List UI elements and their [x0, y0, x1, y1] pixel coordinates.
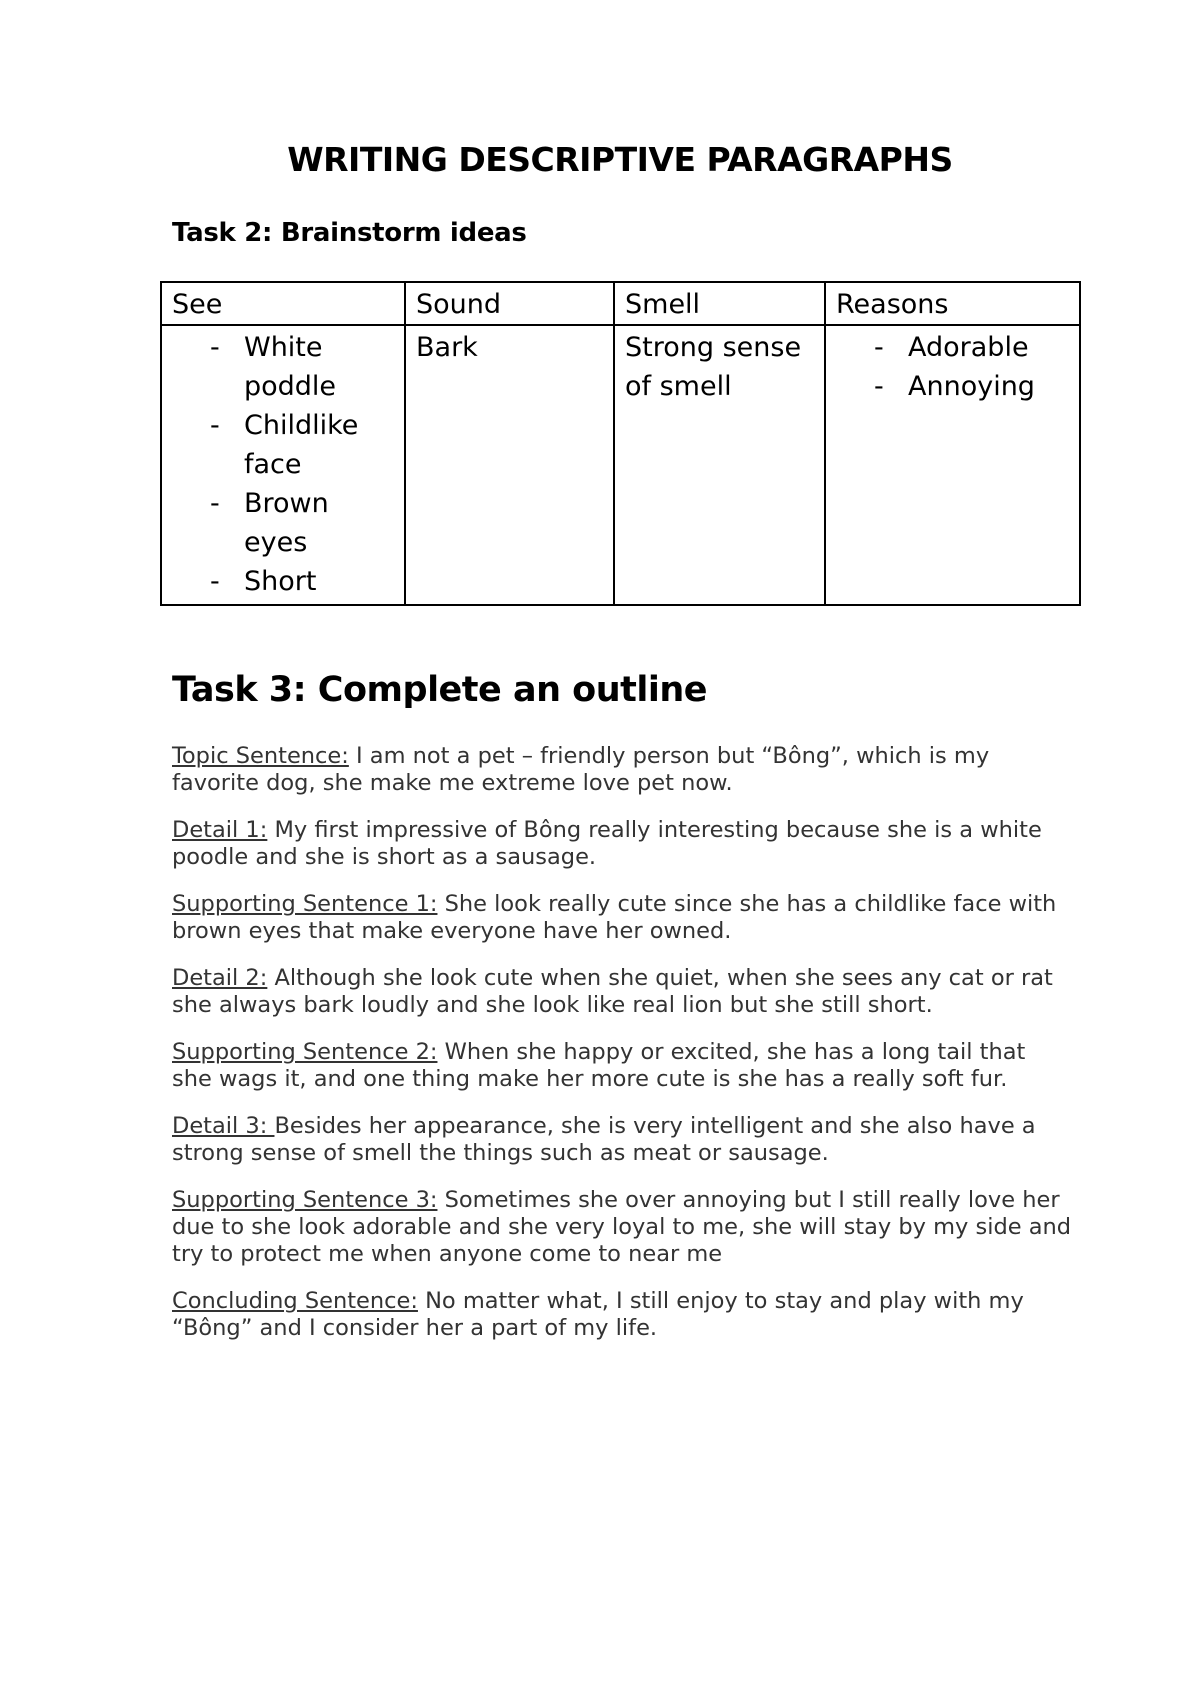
outline-label: Topic Sentence:: [172, 743, 349, 769]
see-list: [172, 328, 394, 601]
outline-label: Concluding Sentence:: [172, 1288, 418, 1314]
sound-cell: Bark: [405, 325, 614, 605]
outline-label: Supporting Sentence 2:: [172, 1039, 438, 1065]
see-cell: [161, 325, 405, 605]
reasons-list: [836, 328, 1069, 406]
header-smell: Smell: [614, 282, 825, 325]
outline-label: Detail 3:: [172, 1113, 275, 1139]
outline-label: Detail 1:: [172, 817, 268, 843]
list-item: - Brown eyes: [172, 484, 394, 562]
header-reasons: Reasons: [825, 282, 1080, 325]
outline-label: Supporting Sentence 1:: [172, 891, 438, 917]
list-item: - Adorable: [836, 328, 1069, 367]
outline-topic-sentence: [172, 743, 1072, 797]
outline-detail-1: [172, 817, 1072, 871]
document-title: WRITING DESCRIPTIVE PARAGRAPHS: [287, 140, 953, 179]
list-item: - Short: [172, 562, 394, 601]
outline-text: I am not a pet – friendly person but “Bông”, which is my favorite dog, she make me extreme love pet now.: [172, 743, 990, 796]
outline-text: No matter what, I still enjoy to stay and play with my “Bông” and I consider her a part of my life.: [172, 1288, 1024, 1341]
outline-supporting-3: [172, 1187, 1072, 1268]
outline-detail-2: [172, 965, 1072, 1019]
smell-cell: Strong sense of smell: [614, 325, 825, 605]
outline-text: She look really cute since she has a childlike face with brown eyes that make everyone have her owned.: [172, 891, 1057, 944]
outline-text: When she happy or excited, she has a long tail that she wags it, and one thing make her more cute is she has a really soft fur.: [172, 1039, 1026, 1092]
reasons-cell: [825, 325, 1080, 605]
outline-supporting-2: [172, 1039, 1072, 1093]
outline-supporting-1: [172, 891, 1072, 945]
outline-label: Supporting Sentence 3:: [172, 1187, 438, 1213]
outline-concluding-sentence: [172, 1288, 1072, 1342]
outline-text: Although she look cute when she quiet, when she sees any cat or rat she always bark loudly and she look like real lion but she still short.: [172, 965, 1053, 1018]
task2-heading: Task 2: Brainstorm ideas: [172, 218, 527, 248]
outline-label: Detail 2:: [172, 965, 268, 991]
brainstorm-table: [160, 281, 1081, 606]
list-item: - Annoying: [836, 367, 1069, 406]
outline-section: [172, 743, 1072, 1362]
outline-text: My first impressive of Bông really interesting because she is a white poodle and she is short as a sausage.: [172, 817, 1042, 870]
outline-text: Besides her appearance, she is very intelligent and she also have a strong sense of smell the things such as meat or sausage.: [172, 1113, 1036, 1166]
outline-text: Sometimes she over annoying but I still really love her due to she look adorable and she very loyal to me, she will stay by my side and try to protect me when anyone come to near me: [172, 1187, 1072, 1267]
outline-detail-3: [172, 1113, 1072, 1167]
header-see: See: [161, 282, 405, 325]
table-header-row: [161, 282, 1080, 325]
header-sound: Sound: [405, 282, 614, 325]
table-row: [161, 325, 1080, 605]
task3-heading: Task 3: Complete an outline: [172, 670, 708, 710]
list-item: - Childlike face: [172, 406, 394, 484]
list-item: - White poddle: [172, 328, 394, 406]
